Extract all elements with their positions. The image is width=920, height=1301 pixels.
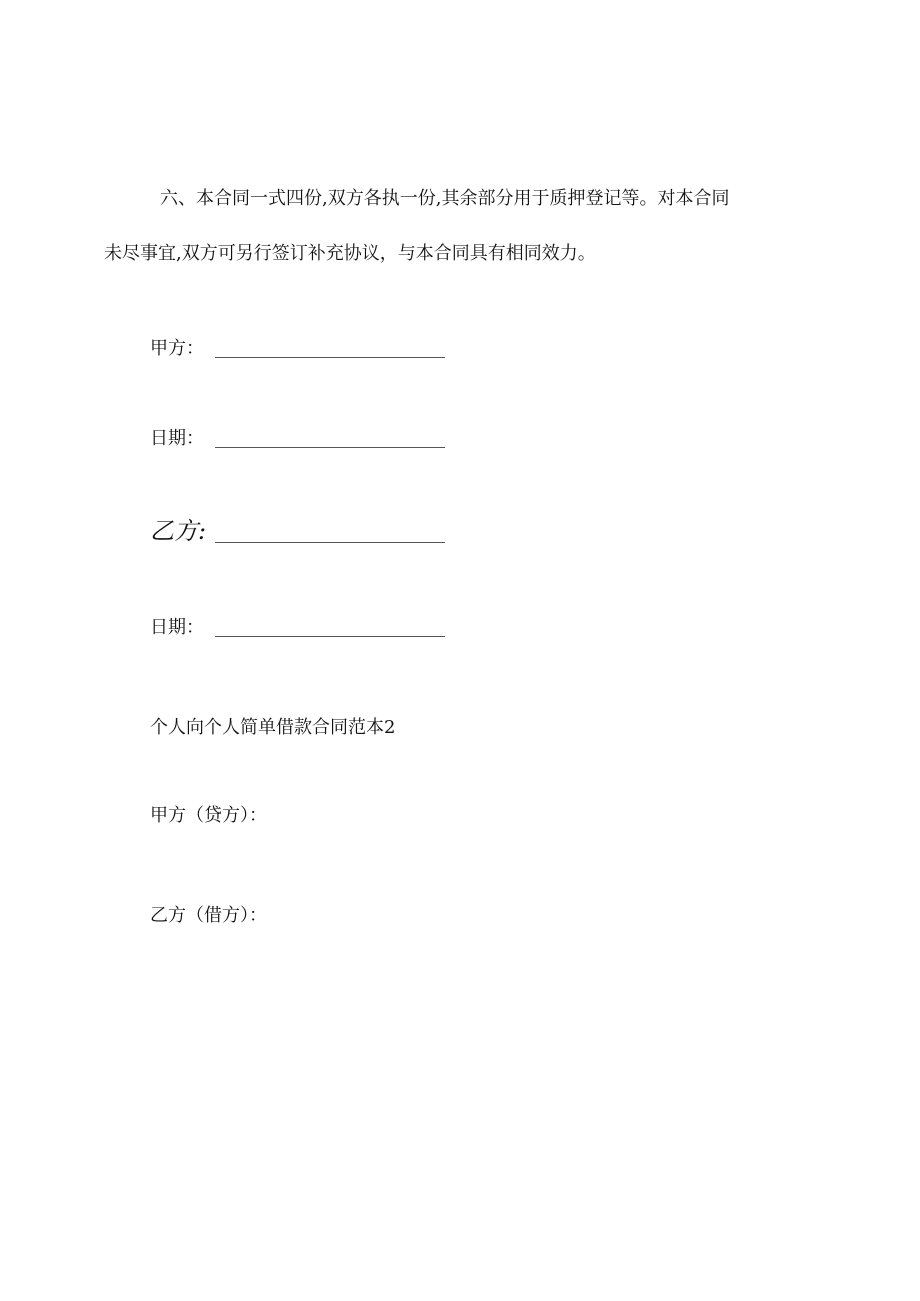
party-a-signature-line[interactable] — [215, 357, 445, 358]
date-a-label: 日期： — [150, 428, 204, 449]
party-a-label: 甲方： — [150, 338, 204, 359]
party-a-signature-field — [150, 334, 450, 358]
party-b-signature-line[interactable] — [215, 542, 445, 543]
clause-six-line-2: 未尽事宜,双方可另行签订补充协议，与本合同具有相同效力。 — [104, 243, 596, 264]
date-b-field — [150, 613, 450, 637]
party-b-label: 乙方: — [150, 517, 207, 545]
clause-six-line-1: 六、本合同一式四份,双方各执一份,其余部分用于质押登记等。对本合同 — [160, 188, 730, 209]
template-2-title: 个人向个人简单借款合同范本2 — [150, 717, 396, 738]
date-b-label: 日期： — [150, 617, 204, 638]
borrower-label: 乙方（借方）： — [150, 905, 267, 926]
date-a-field — [150, 424, 450, 448]
party-b-signature-field — [150, 519, 450, 543]
date-a-line[interactable] — [215, 447, 445, 448]
lender-label: 甲方（贷方）： — [150, 805, 267, 826]
date-b-line[interactable] — [215, 636, 445, 637]
